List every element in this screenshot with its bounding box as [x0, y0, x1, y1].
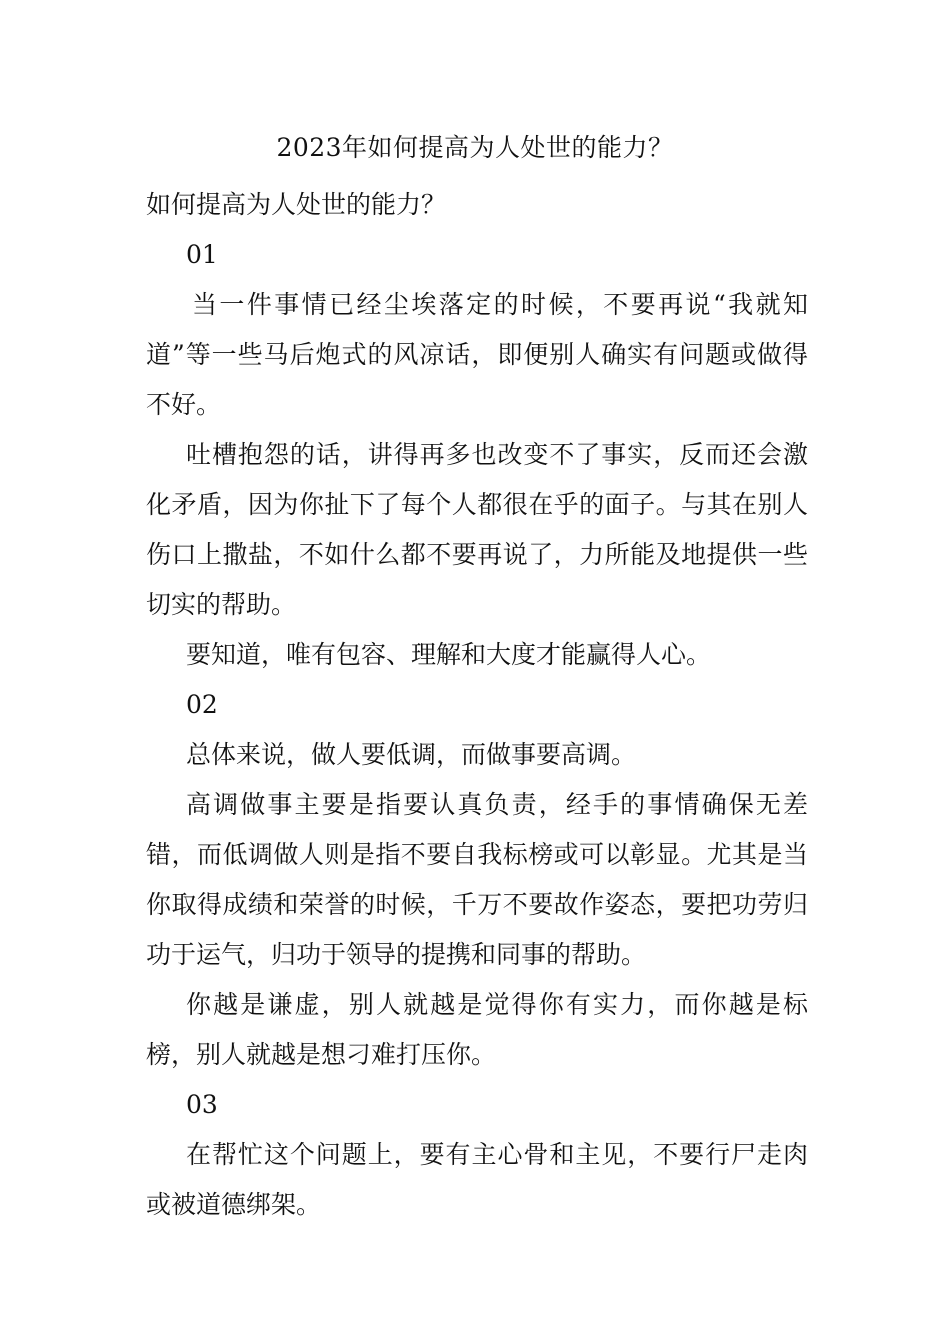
document-subtitle: 如何提高为人处世的能力？	[146, 190, 447, 219]
section-01-paragraph-2: 吐槽抱怨的话，讲得再多也改变不了事实，反而还会激化矛盾，因为你扯下了每个人都很在乎的面子。与其在别人伤口上撒盐，不如什么都不要再说了，力所能及地提供一些切实的帮助。	[146, 440, 808, 619]
section-number-02: 02	[186, 690, 218, 719]
section-02-paragraph-3: 你越是谦虚，别人就越是觉得你有实力，而你越是标榜，别人就越是想刁难打压你。	[146, 990, 808, 1069]
document-body	[146, 180, 808, 1230]
section-01-paragraph-1: 当一件事情已经尘埃落定的时候，不要再说“我就知道”等一些马后炮式的风凉话，即便别人确实有问题或做得不好。	[146, 290, 808, 419]
section-02-paragraph-2: 高调做事主要是指要认真负责，经手的事情确保无差错，而低调做人则是指不要自我标榜或可以彰显。尤其是当你取得成绩和荣誉的时候，千万不要故作姿态，要把功劳归功于运气，归功于领导的提携和同事的帮助。	[146, 790, 808, 969]
section-number-01: 01	[186, 240, 218, 269]
document-title: 2023年如何提高为人处世的能力？	[276, 133, 674, 162]
section-02-paragraph-1: 总体来说，做人要低调，而做事要高调。	[186, 740, 637, 769]
section-01-paragraph-3: 要知道，唯有包容、理解和大度才能赢得人心。	[186, 640, 712, 669]
section-03-paragraph-1: 在帮忙这个问题上，要有主心骨和主见，不要行尸走肉或被道德绑架。	[146, 1140, 808, 1219]
section-number-03: 03	[186, 1090, 218, 1119]
